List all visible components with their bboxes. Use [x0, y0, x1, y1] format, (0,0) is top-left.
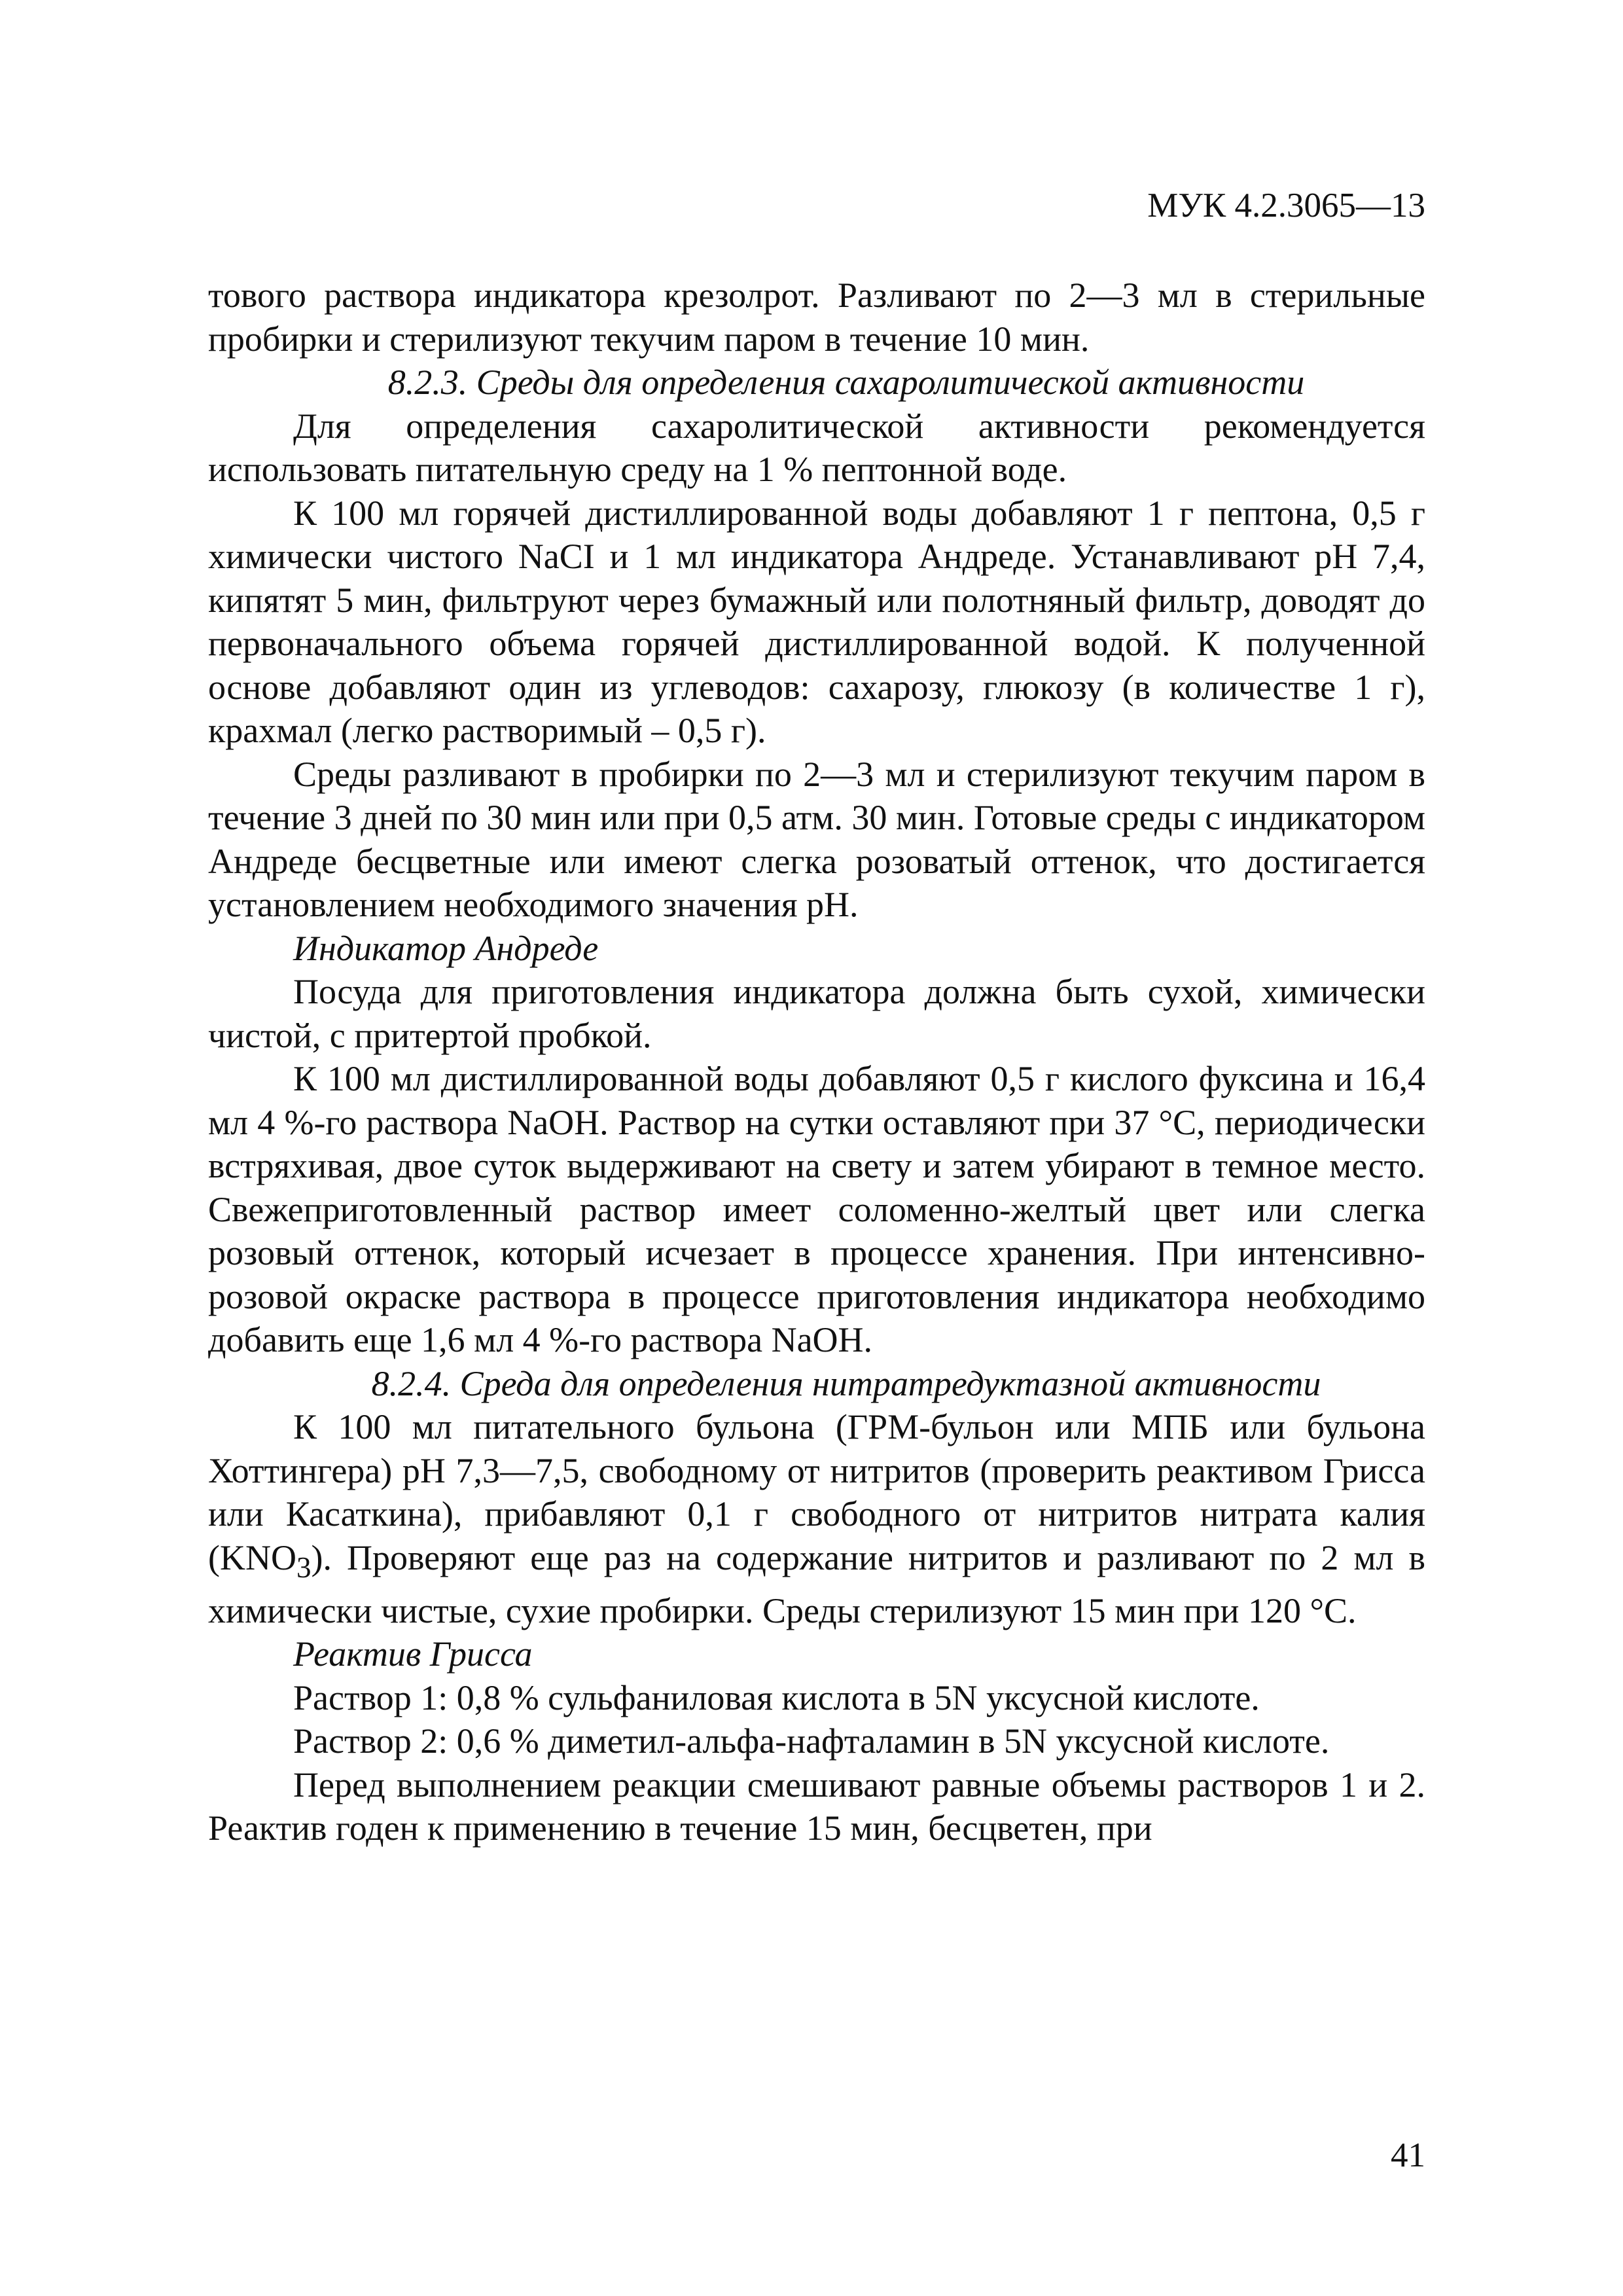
running-header: МУК 4.2.3065—13: [1147, 187, 1425, 224]
document-page: [208, 0, 1425, 2296]
paragraph: К 100 мл дистиллированной воды добавляют 0,5 г кислого фуксина и 16,4 мл 4 %-го раствора NaOH. Раствор на сутки оставляют при 37 °С, периодически встряхивая, двое суток выдерживают на свету и затем убирают в темное место. Свежеприготовленный раствор имеет соломенно-желтый цвет или слегка розовый оттенок, который исчезает в процессе хранения. При интенсивно-розовой окраске раствора в процессе приготовления индикатора необходимо добавить еще 1,6 мл 4 %-го раствора NaOH.: [208, 1059, 1425, 1359]
body-text: [208, 274, 1425, 1850]
paragraph: Посуда для приготовления индикатора должна быть сухой, химически чистой, с притертой пробкой.: [208, 972, 1425, 1055]
paragraph: [208, 1405, 1425, 1632]
paragraph: Перед выполнением реакции смешивают равные объемы растворов 1 и 2. Реактив годен к применению в течение 15 мин, бесцветен, при: [208, 1765, 1425, 1848]
paragraph: Среды разливают в пробирки по 2—3 мл и стерилизуют текучим паром в течение 3 дней по 30 мин или при 0,5 атм. 30 мин. Готовые среды с индикатором Андреде бесцветные или имеют слегка розоватый оттенок, что достигается установлением необходимого значения pH.: [208, 754, 1425, 924]
paragraph-part: К 100 мл питательного бульона (ГРМ-бульон или МПБ или бульона Хоттингера) pH 7,3—7,5, свободному от нитритов (проверить реактивом Грисса или Касаткина), прибавляют 0,1 г свободного от нитритов нитрата калия (KNO: [208, 1407, 1425, 1577]
page-number: 41: [1391, 2136, 1425, 2174]
section-heading-8-2-3: 8.2.3. Среды для определения сахаролитической активности: [387, 363, 1305, 402]
subsection-label-andrede-indicator: Индикатор Андреде: [293, 928, 599, 968]
paragraph: Для определения сахаролитической активности рекомендуется использовать питательную среду на 1 % пептонной воде.: [208, 406, 1425, 489]
paragraph: К 100 мл горячей дистиллированной воды добавляют 1 г пептона, 0,5 г химически чистого NaCI и 1 мл индикатора Андреде. Устанавливают pH 7,4, кипятят 5 мин, фильтруют через бумажный или полотняный фильтр, доводят до первоначального объема горячей дистиллированной водой. К полученной основе добавляют один из углеводов: сахарозу, глюкозу (в количестве 1 г), крахмал (легко растворимый – 0,5 г).: [208, 493, 1425, 750]
subscript: 3: [296, 1551, 312, 1584]
paragraph: Раствор 2: 0,6 % диметил-альфа-нафталамин в 5N уксусной кислоте.: [293, 1721, 1330, 1761]
paragraph-continuation: тового раствора индикатора крезолрот. Разливают по 2—3 мл в стерильные пробирки и стерилизуют текучим паром в течение 10 мин.: [208, 276, 1425, 359]
section-heading-8-2-4: 8.2.4. Среда для определения нитратредуктазной активности: [371, 1363, 1321, 1403]
paragraph: Раствор 1: 0,8 % сульфаниловая кислота в 5N уксусной кислоте.: [293, 1677, 1260, 1717]
subsection-label-griess-reagent: Реактив Грисса: [293, 1634, 533, 1674]
paragraph-part: ). Проверяют еще раз на содержание нитритов и разливают по 2 мл в химически чистые, сухие пробирки. Среды стерилизуют 15 мин при 120 °С.: [208, 1537, 1425, 1630]
